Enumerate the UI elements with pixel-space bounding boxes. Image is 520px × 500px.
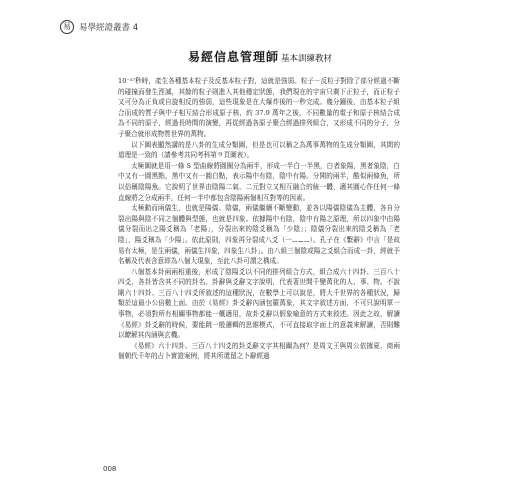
paragraph-1: 10⁻³⁷秒時，產生各種基本粒子及反基本粒子對，這就是強弱。粒子－反粒子對除了部分經過不斷的碰撞而發生湮滅，其餘的粒子則進入其他穩定狀態，我們現在的宇宙只剩下正粒子，而正粒子又可分為正負或自旋相反的強弱，這些現象是在大爆炸後的一秒完成。幾分鐘後，由基本粒子組合而成的質子與中子相互結合形成原子核，約 37.9 萬年之後，不同數量的電子和原子核結合成為不同的原子，經過長時間的演變，再從經過各原子聚合經過排列組合，又形成不同的分子，分子聚合就形成物質世界的萬物。 bbox=[118, 77, 400, 138]
book-subtitle: 基本訓練教材 bbox=[281, 54, 333, 64]
paragraph-2: 以下圖表顯然講的是八卦的生成分類圖，但是也可以稱之為萬事萬物的生成分類圖，其間的道理是一致的（請參考共同考科第９頁圖表）。 bbox=[118, 140, 400, 160]
paragraph-4: 太極動而兩儀生，也就是陽儀、陰儀，兩儀繼續不斷變動，並各以陽儀陰儀為主體，各自分裂出陽與陰不同之個體與型態，也就是四象。依據陽中有陰，陰中有陽之原理，所以四象中由陽儀分裂而出之陽爻稱為「老陽」，分裂出來的陰爻稱為「少陰」；陰儀分裂出來的陰爻稱為「老陰」，陽爻稱為「少陽」。依此原則，四象再分裂成八爻（一⚋⚊⚋）。孔子在《繫辭》中言「是故易有太極，是生兩儀，兩儀生四象，四象生八卦」。由八組三個陰或陽之爻組合而成一卦，經就予名稱及代表含意即為八個大現象，至此八卦可謂之構成。 bbox=[118, 204, 400, 266]
body-text bbox=[118, 76, 400, 362]
paragraph-5: 八個基本卦兩兩相重後，形成了陰陽爻以不同的排列組合方式，組合成六十四卦、三百八十四爻，各卦皆含其不同的卦名、卦辭與爻辭文字說明，代表著世間千變萬化的人、事、物。不說剛六十四卦、三百八十四爻所敘述的這種狀況，在數學上可以說是，將大千世界的各種狀況，歸類於這最小公倍數上面。由於《易經》卦爻辭內涵包羅萬象，其文字敘述方面，不可只說明單一事物，必須對所有相關事物都能一概適用，故卦爻辭以假象喻意的方式來敘述。因此之故，解讀《易經》卦爻辭的時候，要能跳一般邏輯的思維模式，不可直接取字面上的意義來解讀，否則難以瞭解其內涵與玄機。 bbox=[118, 267, 400, 340]
page-title bbox=[0, 48, 520, 65]
series-name: 易學經證叢書 4 bbox=[79, 23, 139, 33]
paragraph-6: 《易經》六十四卦、三百八十四爻的卦爻辭文字其相關為何？是周文王與周公依據夏、商兩個朝代千年的占卜實證案例，將其所還留之卜辭經過 bbox=[118, 341, 400, 361]
book-title: 易經信息管理師 bbox=[187, 50, 279, 64]
page-number: 008 bbox=[103, 465, 117, 473]
series-logo: 易 bbox=[60, 20, 74, 34]
paragraph-3: 太極圖就是用一條 S 型曲線將圓圈分為兩半，形成一半白一半黑，白者象陽，黑者象陰，白中又有一圓黑點，黑中又有一圓白點，表示陽中有陰，陰中有陽。分開的兩半，酷似兩條魚，所以俗稱陰陽魚。它說明了世界由陰陽二氣、二元對立又相互融合的統一體，適其圓心作任何一條直線將之分成兩半，任何一半中都包含陰陽兩個相互對等的因素。 bbox=[118, 161, 400, 202]
